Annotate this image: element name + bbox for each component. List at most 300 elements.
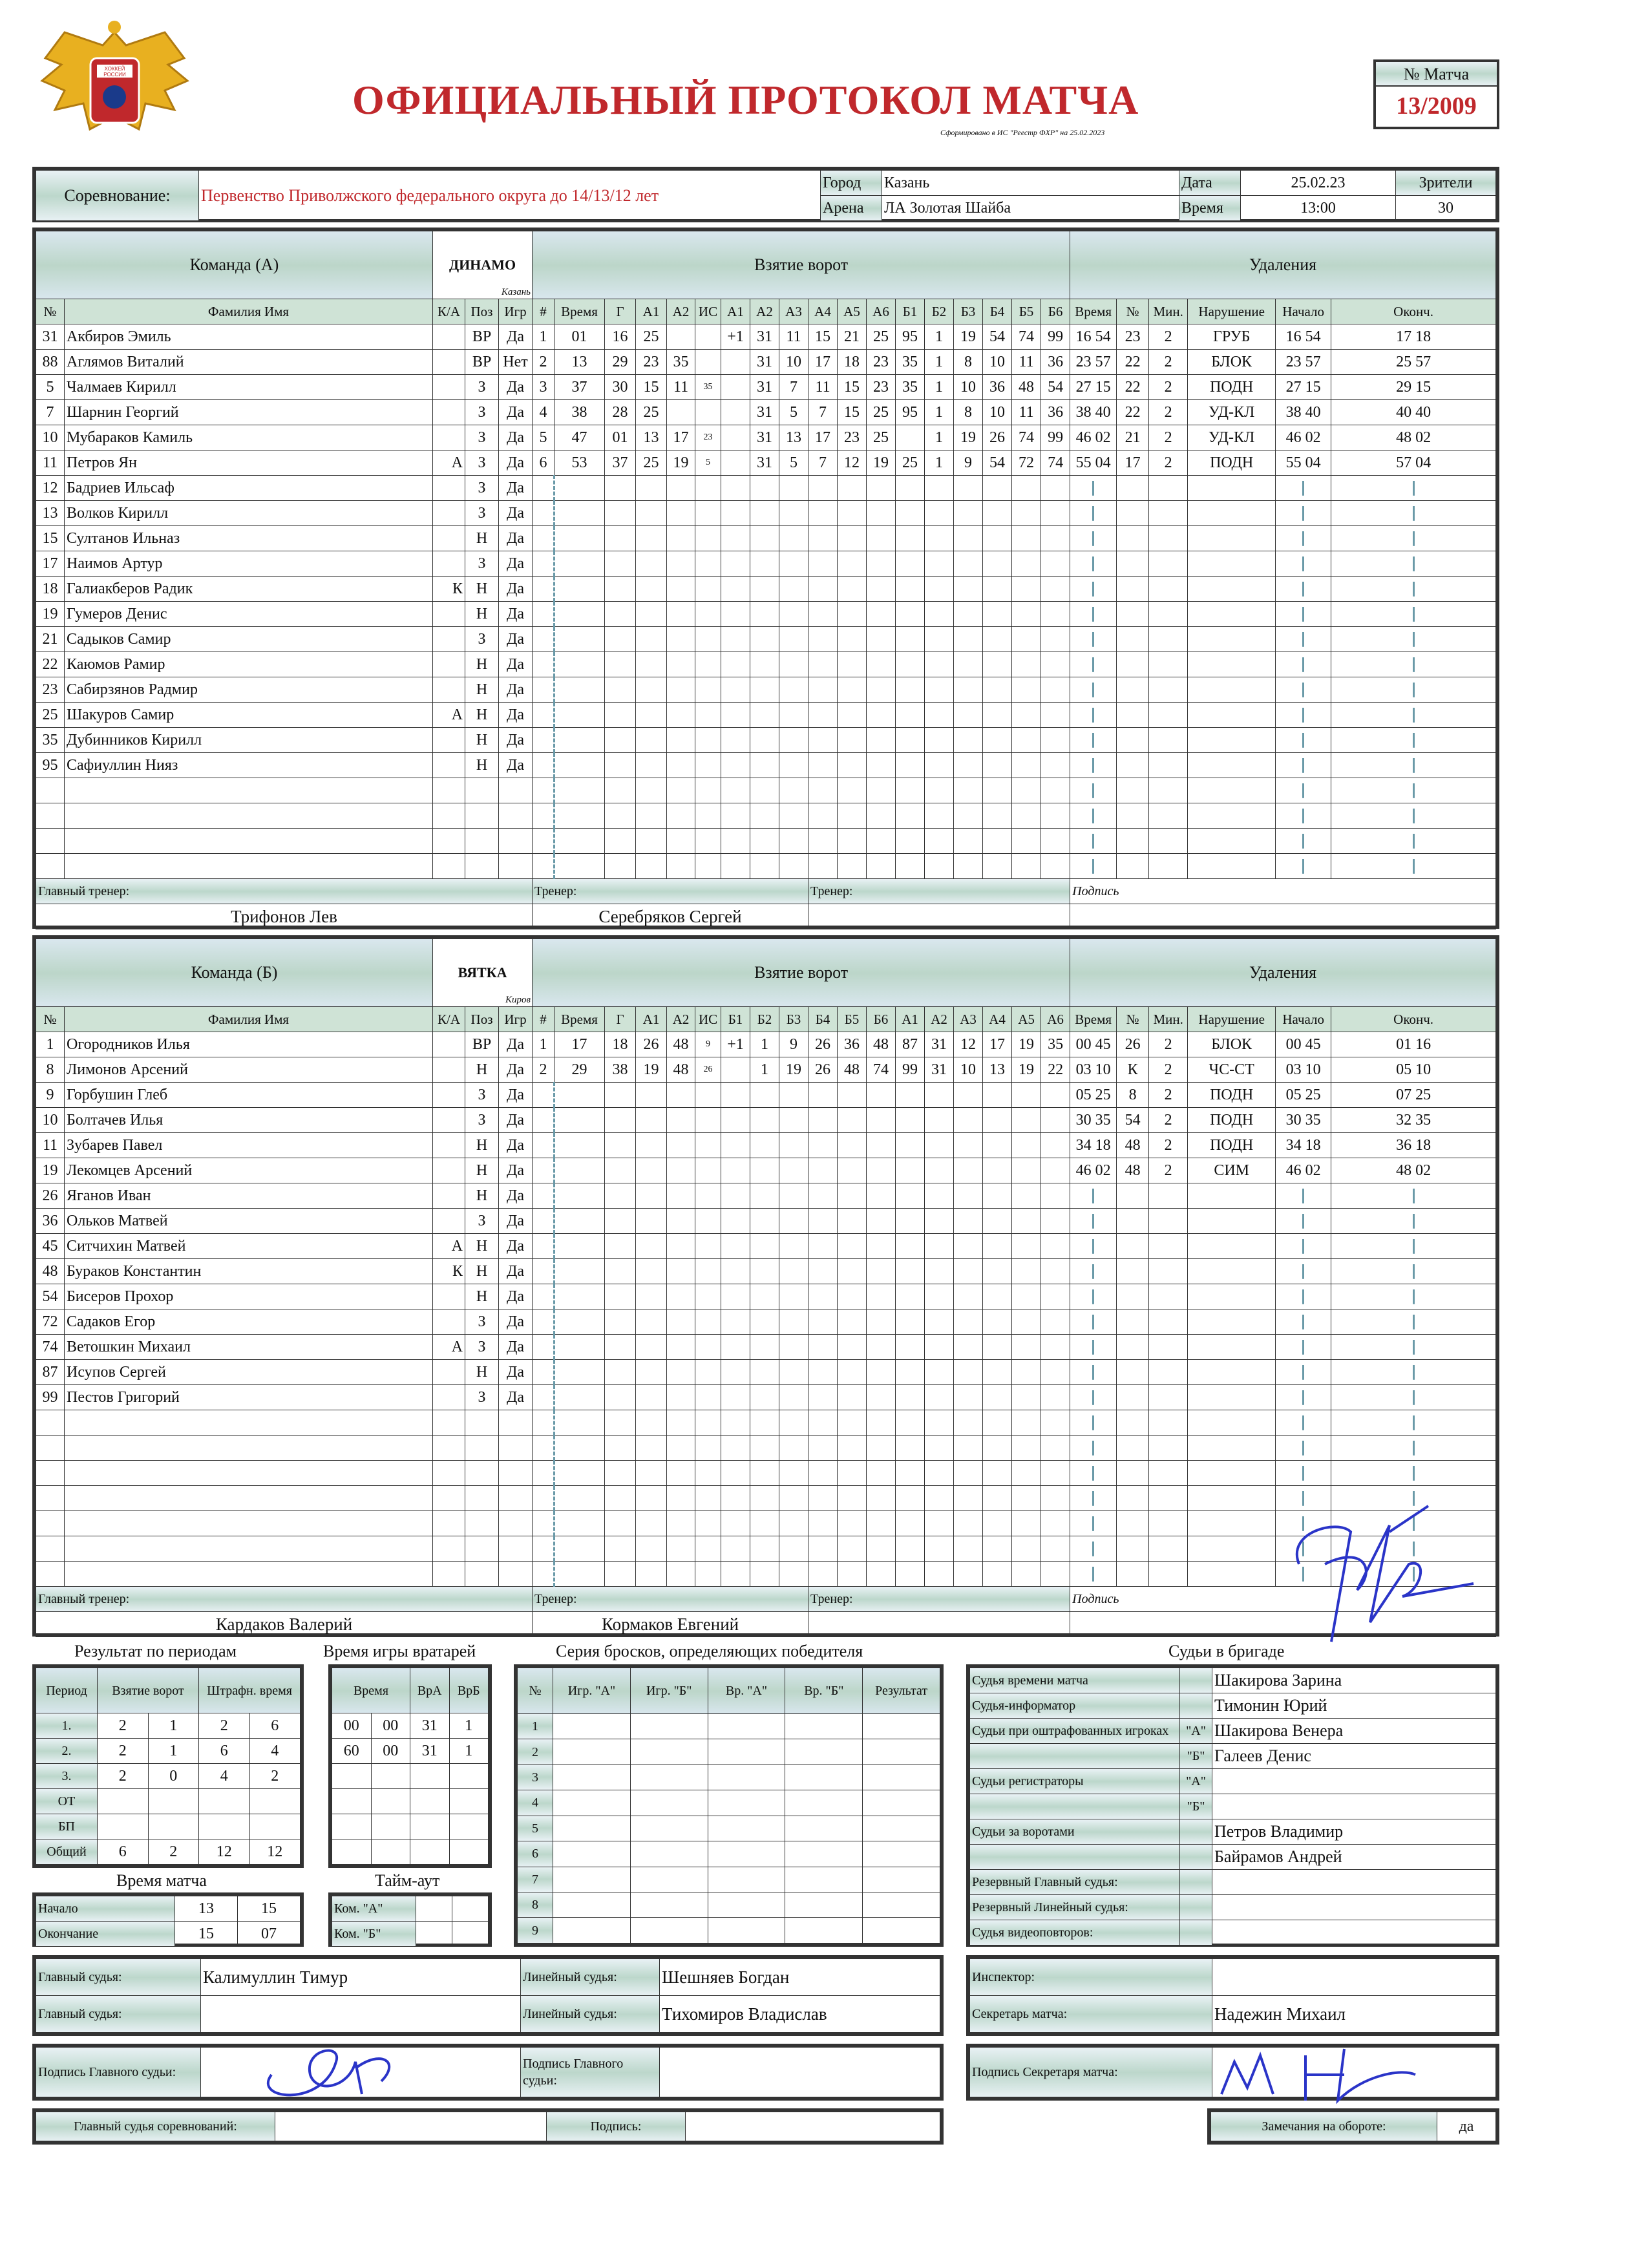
penalty-time [1070, 425, 1117, 450]
player-cell: Н [465, 703, 499, 728]
team-a-col-g_no: # [533, 299, 555, 324]
period-cell [199, 1789, 250, 1814]
table-row [518, 1739, 940, 1765]
referee-role: Резервный Главный судья: [970, 1870, 1180, 1895]
period-cell: 4 [249, 1739, 301, 1764]
player-cell: Зубарев Павел [65, 1133, 433, 1158]
penalty-start-mm: 38 [1285, 404, 1302, 421]
goal-cell: 18 [605, 1032, 636, 1057]
player-cell: А [433, 1335, 465, 1360]
team-a-col-opp-3: Б4 [983, 299, 1012, 324]
period-cell [98, 1789, 149, 1814]
team-b-goals-header: Взятие ворот [533, 939, 1070, 1007]
goal-cell: 11 [1012, 400, 1041, 425]
table-row [36, 703, 1496, 728]
player-cell: 31 [36, 324, 65, 350]
player-cell: Шарнин Георгий [65, 400, 433, 425]
penalty-minutes: 2 [1149, 1108, 1188, 1133]
goal-cell: 9 [954, 450, 983, 476]
table-row [36, 1259, 1496, 1284]
goal-cell: 17 [555, 1032, 605, 1057]
team-b-col-p_time: Время [1070, 1007, 1117, 1032]
penalty-start-mm: 00 [1285, 1036, 1302, 1053]
team-a-col-p_no: № [1117, 299, 1149, 324]
penalty-end [1331, 1108, 1496, 1133]
goal-cell: 48 [838, 1057, 867, 1083]
team-b-col-pos: Поз [465, 1007, 499, 1032]
team-a-col-own-2: А3 [779, 299, 808, 324]
player-cell: Султанов Ильназ [65, 526, 433, 551]
table-row [36, 1335, 1496, 1360]
team-a-col-opp-0: Б1 [896, 299, 925, 324]
match-end-hh: 15 [175, 1922, 238, 1947]
player-cell [433, 526, 465, 551]
player-cell: Горбушин Глеб [65, 1083, 433, 1108]
penalty-violation: БЛОК [1188, 350, 1276, 375]
player-cell: К [433, 1259, 465, 1284]
timeout-b-label: Ком. "Б" [332, 1922, 416, 1947]
player-cell: 19 [36, 602, 65, 627]
period-cell: 12 [199, 1839, 250, 1865]
shootout-col: Игр. "Б" [630, 1668, 708, 1714]
goal-cell: 8 [954, 400, 983, 425]
player-cell: ВР [465, 350, 499, 375]
referee-name: Шакирова Венера [1212, 1719, 1496, 1744]
date-label: Дата [1179, 171, 1241, 196]
player-cell: Н [465, 1360, 499, 1385]
player-cell: Да [499, 753, 533, 778]
referee-name [1212, 1895, 1496, 1920]
player-cell [433, 1284, 465, 1309]
player-cell [433, 753, 465, 778]
penalty-violation: ПОДН [1188, 375, 1276, 400]
player-cell: Петров Ян [65, 450, 433, 476]
team-b-col-own-2: Б3 [779, 1007, 808, 1032]
penalty-minutes: 2 [1149, 450, 1188, 476]
team-b-col-opp-1: А2 [925, 1007, 954, 1032]
player-cell: 10 [36, 1108, 65, 1133]
goal-cell: 17 [983, 1032, 1012, 1057]
penalty-start-mm: 30 [1285, 1112, 1302, 1129]
penalty-minutes: 2 [1149, 425, 1188, 450]
penalty-start-ss: 25 [1305, 1086, 1321, 1103]
goal-cell: 25 [636, 400, 667, 425]
player-cell: Да [499, 450, 533, 476]
goal-cell: 87 [896, 1032, 925, 1057]
team-b-col-own-5: Б6 [867, 1007, 896, 1032]
penalty-time-ss: 18 [1095, 1137, 1111, 1154]
competition-value: Первенство Приволжского федерального округа до 14/13/12 лет [199, 171, 821, 221]
goal-cell: 74 [1041, 450, 1070, 476]
goal-cell [667, 324, 695, 350]
goal-cell: 25 [636, 450, 667, 476]
referee-name: Шакирова Зарина [1212, 1668, 1496, 1693]
penalty-time-mm: 23 [1075, 354, 1092, 370]
sig-main-ref-label: Подпись Главного судьи: [36, 2048, 201, 2097]
main-ref-1: Калимуллин Тимур [201, 1959, 521, 1996]
match-end-label: Окончание [36, 1922, 175, 1947]
goal-cell: 36 [1041, 400, 1070, 425]
player-cell: Огородников Илья [65, 1032, 433, 1057]
referee-role: Судьи регистраторы [970, 1769, 1180, 1794]
penalty-start-ss: 45 [1305, 1036, 1321, 1053]
team-a-goals-header: Взятие ворот [533, 231, 1070, 299]
table-row [36, 1789, 301, 1814]
goal-cell: 48 [667, 1032, 695, 1057]
table-row [36, 1158, 1496, 1183]
penalty-time-ss: 35 [1095, 1112, 1111, 1129]
team-b-col-p_end: Оконч. [1331, 1007, 1496, 1032]
table-row [36, 1083, 1496, 1108]
penalty-end-ss: 16 [1415, 1036, 1431, 1053]
team-a-signature-label: Подпись [1070, 879, 1496, 904]
table-row [36, 1234, 1496, 1259]
goal-cell: 7 [808, 400, 838, 425]
player-cell [433, 1083, 465, 1108]
penalty-start-mm: 03 [1285, 1061, 1302, 1078]
player-cell: З [465, 1309, 499, 1335]
penalty-end [1331, 400, 1496, 425]
match-info [32, 167, 1499, 222]
goal-cell: 1 [925, 425, 954, 450]
goal-cell: 5 [533, 425, 555, 450]
secretary-value: Надежин Михаил [1212, 1996, 1496, 2033]
player-cell: Мубараков Камиль [65, 425, 433, 450]
player-cell: 35 [36, 728, 65, 753]
player-cell [433, 1360, 465, 1385]
table-row [36, 1133, 1496, 1158]
period-cell: Общий [36, 1839, 98, 1865]
goal-cell: 19 [1012, 1057, 1041, 1083]
goal-cell: 7 [779, 375, 808, 400]
goal-cell: 54 [1041, 375, 1070, 400]
goal-cell: 47 [555, 425, 605, 450]
goal-cell: 5 [779, 400, 808, 425]
penalty-violation: СИМ [1188, 1158, 1276, 1183]
table-row [36, 1713, 301, 1739]
team-b-col-g: Г [605, 1007, 636, 1032]
line-ref-2: Тихомиров Владислав [660, 1996, 940, 2033]
shootout-row-no: 3 [518, 1765, 553, 1790]
shootout-row-no: 6 [518, 1841, 553, 1867]
period-cell: 4 [199, 1764, 250, 1789]
goal-cell: 22 [1041, 1057, 1070, 1083]
penalty-start-ss: 04 [1305, 454, 1321, 471]
penalty-end [1331, 324, 1496, 350]
table-row [36, 778, 1496, 803]
competition-label: Соревнование: [36, 171, 199, 221]
signature-main-ref [32, 2044, 944, 2101]
goal-cell: 29 [555, 1057, 605, 1083]
goal-cell: 26 [695, 1057, 721, 1083]
page-title: ОФИЦИАЛЬНЫЙ ПРОТОКОЛ МАТЧА [352, 77, 1139, 123]
table-row [36, 425, 1496, 450]
penalty-violation: БЛОК [1188, 1032, 1276, 1057]
spectators-value: 30 [1396, 196, 1496, 221]
main-ref-2 [201, 1996, 521, 2033]
player-cell: Да [499, 703, 533, 728]
penalty-time [1070, 1133, 1117, 1158]
penalty-end [1331, 1133, 1496, 1158]
player-cell: 7 [36, 400, 65, 425]
goal-cell: 95 [896, 400, 925, 425]
line-ref-label-2: Линейный судья: [521, 1996, 660, 2033]
team-b-label: Команда (Б) [36, 939, 433, 1007]
penalty-player: 21 [1117, 425, 1149, 450]
goal-cell: 36 [1041, 350, 1070, 375]
shootout-col: Результат [863, 1668, 940, 1714]
goal-cell [695, 400, 721, 425]
team-a-col-pos: Поз [465, 299, 499, 324]
table-row [332, 1713, 489, 1739]
shootout-col: № [518, 1668, 553, 1714]
referee-name: Байрамов Андрей [1212, 1845, 1496, 1870]
goal-cell: 53 [555, 450, 605, 476]
table-row [36, 501, 1496, 526]
player-cell: Да [499, 1234, 533, 1259]
penalty-violation: УД-КЛ [1188, 425, 1276, 450]
table-row [332, 1839, 489, 1865]
periods-col-period: Период [36, 1668, 98, 1713]
table-row [970, 1719, 1496, 1744]
player-cell: З [465, 476, 499, 501]
team-a-col-opp-4: Б5 [1012, 299, 1041, 324]
penalty-start-ss: 54 [1305, 328, 1321, 345]
goal-cell: 26 [636, 1032, 667, 1057]
goal-cell: 1 [533, 1032, 555, 1057]
signature-secretary-mark [1209, 2036, 1422, 2107]
penalty-start-mm: 55 [1285, 454, 1302, 471]
match-number-label: № Матча [1376, 62, 1497, 87]
player-cell: З [465, 400, 499, 425]
referee-name: Тимонин Юрий [1212, 1693, 1496, 1719]
penalty-start [1276, 450, 1331, 476]
table-row [332, 1814, 489, 1839]
penalty-end-mm: 32 [1396, 1112, 1412, 1129]
penalty-end-mm: 48 [1396, 1162, 1412, 1179]
team-b-col-ka: К/А [433, 1007, 465, 1032]
player-cell: Н [465, 1158, 499, 1183]
penalty-time-ss: 45 [1095, 1036, 1111, 1053]
goal-cell: 54 [983, 324, 1012, 350]
table-row [518, 1918, 940, 1944]
team-b-col-own-1: Б2 [750, 1007, 779, 1032]
period-cell: 2 [98, 1764, 149, 1789]
period-cell [249, 1814, 301, 1839]
player-cell [433, 1057, 465, 1083]
match-start-mm: 15 [238, 1896, 301, 1922]
period-cell: 2 [98, 1739, 149, 1764]
period-cell: 12 [249, 1839, 301, 1865]
goalie-col-time: Время [332, 1668, 410, 1713]
chief-ref-label: Главный судья соревнований: [36, 2112, 275, 2141]
player-cell [433, 627, 465, 652]
match-end-mm: 07 [238, 1922, 301, 1947]
penalty-player: 48 [1117, 1158, 1149, 1183]
referee-side: "А" [1180, 1719, 1212, 1744]
logo-emblem [36, 19, 194, 158]
player-cell: 22 [36, 652, 65, 677]
penalty-time-mm: 46 [1075, 1162, 1092, 1179]
player-cell: 19 [36, 1158, 65, 1183]
goal-cell: +1 [721, 324, 750, 350]
referee-name: Петров Владимир [1212, 1819, 1496, 1845]
player-cell: Да [499, 728, 533, 753]
team-a-col-g: Г [605, 299, 636, 324]
goal-cell: 31 [750, 350, 779, 375]
player-cell: 74 [36, 1335, 65, 1360]
penalty-start-mm: 16 [1285, 328, 1302, 345]
referee-role [970, 1794, 1180, 1819]
penalty-end-ss: 15 [1415, 379, 1431, 396]
penalty-end-mm: 01 [1396, 1036, 1412, 1053]
goal-cell: 7 [808, 450, 838, 476]
goal-cell [695, 350, 721, 375]
table-row [36, 1385, 1496, 1410]
team-a-col-own-0: А1 [721, 299, 750, 324]
goal-cell: 2 [533, 1057, 555, 1083]
referee-name: Галеев Денис [1212, 1744, 1496, 1769]
goal-cell: 10 [983, 400, 1012, 425]
player-cell: З [465, 1335, 499, 1360]
time-value: 13:00 [1241, 196, 1396, 221]
penalty-time [1070, 400, 1117, 425]
goal-cell: 13 [779, 425, 808, 450]
team-a-col-p_start: Начало [1276, 299, 1331, 324]
table-row [970, 1693, 1496, 1719]
referee-role: Судья времени матча [970, 1668, 1180, 1693]
team-b-col-opp-2: А3 [954, 1007, 983, 1032]
goal-cell: 13 [636, 425, 667, 450]
player-cell: Бураков Константин [65, 1259, 433, 1284]
player-cell: Да [499, 425, 533, 450]
goal-cell: 74 [1012, 425, 1041, 450]
team-b-penalties-header: Удаления [1070, 939, 1496, 1007]
table-row [518, 1713, 940, 1739]
referee-side [1180, 1895, 1212, 1920]
match-start-label: Начало [36, 1896, 175, 1922]
goal-cell: 23 [838, 425, 867, 450]
goal-cell [721, 450, 750, 476]
penalty-time-mm: 34 [1075, 1137, 1092, 1154]
table-row [970, 1870, 1496, 1895]
player-cell: К [433, 577, 465, 602]
penalty-end-mm: 36 [1396, 1137, 1412, 1154]
goal-cell: 19 [667, 450, 695, 476]
penalty-end-ss: 18 [1415, 1137, 1431, 1154]
penalty-player: 54 [1117, 1108, 1149, 1133]
player-cell: Н [465, 1259, 499, 1284]
referee-side [1180, 1693, 1212, 1719]
table-row [518, 1841, 940, 1867]
referee-role: Судья видеоповторов: [970, 1920, 1180, 1945]
periods-title: Результат по периодам [74, 1642, 237, 1660]
penalty-end-ss: 02 [1415, 1162, 1431, 1179]
player-cell: 45 [36, 1234, 65, 1259]
goal-cell: 31 [750, 425, 779, 450]
player-cell: Наимов Артур [65, 551, 433, 577]
goal-cell: 21 [838, 324, 867, 350]
team-b-col-p_start: Начало [1276, 1007, 1331, 1032]
penalty-time-mm: 46 [1075, 429, 1092, 446]
table-row [36, 1057, 1496, 1083]
goal-cell: 74 [867, 1057, 896, 1083]
penalty-player: 8 [1117, 1083, 1149, 1108]
player-cell [433, 602, 465, 627]
goal-cell: 1 [925, 350, 954, 375]
team-b-col-g_no: # [533, 1007, 555, 1032]
player-cell: Н [465, 652, 499, 677]
player-cell: Ольков Матвей [65, 1209, 433, 1234]
city-label: Город [821, 171, 882, 196]
team-a-name-cell [433, 231, 533, 299]
table-row [36, 1032, 1496, 1057]
penalty-time-ss: 57 [1095, 354, 1111, 370]
period-cell: 2 [249, 1764, 301, 1789]
penalty-time-mm: 03 [1075, 1061, 1092, 1078]
goal-cell: 10 [954, 375, 983, 400]
arena-value: ЛА Золотая Шайба [882, 196, 1179, 221]
player-cell: З [465, 1108, 499, 1133]
table-row [36, 677, 1496, 703]
player-cell: 11 [36, 450, 65, 476]
goal-cell: 17 [808, 350, 838, 375]
sig-secretary-label: Подпись Секретаря матча: [970, 2048, 1212, 2097]
goal-cell: 1 [925, 324, 954, 350]
goalie-cell: 00 [371, 1739, 410, 1764]
table-row [36, 1814, 301, 1839]
shootout-row-no: 4 [518, 1790, 553, 1816]
team-b-col-own-4: Б5 [838, 1007, 867, 1032]
goal-cell: 10 [779, 350, 808, 375]
table-row [518, 1790, 940, 1816]
table-row [36, 324, 1496, 350]
player-cell: Н [465, 1183, 499, 1209]
player-cell [433, 400, 465, 425]
player-cell: Яганов Иван [65, 1183, 433, 1209]
penalty-time [1070, 1057, 1117, 1083]
penalty-start [1276, 1158, 1331, 1183]
goal-cell: 35 [1041, 1032, 1070, 1057]
player-cell: З [465, 450, 499, 476]
table-row [36, 1309, 1496, 1335]
goal-cell [667, 400, 695, 425]
penalty-end-mm: 17 [1396, 328, 1412, 345]
penalty-start-mm: 46 [1285, 429, 1302, 446]
player-cell: Н [465, 602, 499, 627]
penalty-end [1331, 350, 1496, 375]
team-b-coach2-label: Тренер: [808, 1587, 1070, 1612]
goal-cell: 74 [1012, 324, 1041, 350]
goal-cell: 48 [667, 1057, 695, 1083]
goal-cell: 9 [779, 1032, 808, 1057]
goalie-time-title: Время игры вратарей [323, 1642, 476, 1660]
remarks-row [1207, 2108, 1499, 2145]
goal-cell: 31 [750, 400, 779, 425]
penalty-minutes: 2 [1149, 1133, 1188, 1158]
penalty-player: 22 [1117, 400, 1149, 425]
referee-side: "Б" [1180, 1744, 1212, 1769]
goal-cell: 5 [695, 450, 721, 476]
penalty-end-mm: 25 [1396, 354, 1412, 370]
penalty-time-mm: 38 [1075, 404, 1092, 421]
player-cell [433, 375, 465, 400]
penalty-end [1331, 1083, 1496, 1108]
penalty-minutes: 2 [1149, 1057, 1188, 1083]
goalie-time-table [328, 1664, 492, 1868]
timeout-table [328, 1892, 492, 1947]
penalty-violation: ПОДН [1188, 450, 1276, 476]
